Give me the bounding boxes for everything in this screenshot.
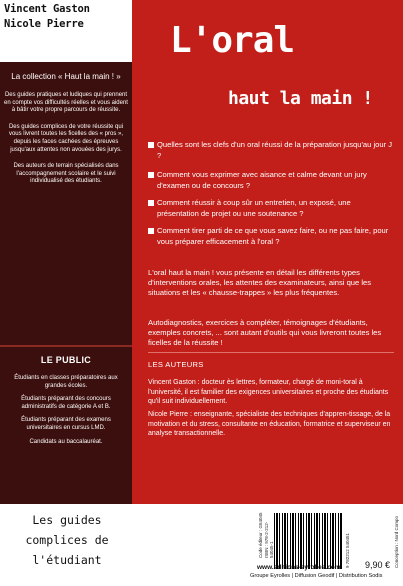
publisher-website[interactable]: www.editions-eyrolles.com: [257, 564, 341, 571]
barcode-icon: [274, 513, 342, 569]
authors-box: [0, 0, 132, 62]
collection-section: [4, 72, 128, 195]
bullet-icon: [148, 228, 154, 234]
author-2: Nicole Pierre: [4, 18, 84, 30]
conception-credit: Conception : Nord Compo: [394, 515, 399, 568]
bullet-icon: [148, 142, 154, 148]
book-title: L'oral: [170, 20, 295, 61]
public-item: Étudiants en classes préparatoires aux grandes écoles.: [14, 375, 118, 389]
collection-title: La collection « Haut la main ! »: [11, 72, 121, 81]
authors-heading: LES AUTEURS: [148, 360, 204, 369]
intro-paragraph: L'oral haut la main ! vous présente en détail les différents types d'interventions orales, les attentes des examinateurs, ainsi que les situations et les « chausse-trappes » les plus fréquentes.: [148, 268, 372, 297]
isbn: ISBN : 978-2-212-54045-1: [264, 521, 274, 558]
public-heading: LE PUBLIC: [40, 355, 92, 365]
distribution-line: Groupe Eyrolles | Diffusion Geodif | Distribution Sodis: [250, 573, 383, 579]
author-bio-2: Nicole Pierre : enseignante, spécialiste des techniques d'appren-tissage, de la motivation et du stress, consultante en éducation, formatrice et superviseur en analyse transactionnelle.: [148, 411, 391, 437]
collection-block-3: Des auteurs de terrain spécialisés dans l'accompagnement scolaire et le suivi individualisé des étudiants.: [13, 163, 119, 185]
question-item: Comment réussir à coup sûr un entretien, un exposé, une présentation de projet ou une soutenance ?: [148, 198, 394, 219]
public-section: [0, 345, 132, 504]
collection-block-2: Des guides complices de votre réussite qui vous livrent toutes les ficelles des « pros », depuis les faces cachées des épreuves jusqu'aux attentes non avouées des jurys.: [8, 123, 124, 153]
series-tagline: Les guides complices de l'étudiant: [25, 513, 109, 567]
price: 9,90 €: [365, 560, 391, 570]
author-bio-1: Vincent Gaston : docteur ès lettres, formateur, chargé de moni-toral à l'université, il est familier des exigences universitaires et proche des étudiants qu'il suit individuellement.: [148, 379, 389, 405]
author-1: Vincent Gaston: [4, 3, 90, 15]
code-editeur: Code éditeur : G54045: [258, 512, 263, 558]
public-item: Candidats au baccalauréat.: [29, 438, 103, 445]
public-item: Étudiants préparant des examens universitaires en cursus LMD.: [21, 417, 111, 431]
question-item: Quelles sont les clefs d'un oral réussi de la préparation jusqu'au jour J ?: [148, 140, 394, 161]
collection-block-1: Des guides pratiques et ludiques qui prennent en compte vos difficultés réelles et vous aident à bâtir votre propre parcours de réussite.: [4, 92, 128, 114]
intro-paragraph-2: Autodiagnostics, exercices à compléter, témoignages d'étudiants, exemples concrets, ... sont autant d'outils qui vous livreront toutes les ficelles de la réussite !: [148, 318, 382, 347]
question-item: Comment vous exprimer avec aisance et calme devant un jury d'examen ou de concours ?: [148, 170, 394, 191]
book-subtitle: haut la main !: [228, 88, 373, 109]
divider: [148, 352, 394, 353]
barcode-number: 9 782212 540451: [345, 532, 350, 568]
question-item: Comment tirer parti de ce que vous savez faire, ou ne pas faire, pour vous préparer efficacement à l'oral ?: [148, 226, 394, 247]
public-item: Étudiants préparant des concours administratifs de catégorie A et B.: [21, 396, 111, 410]
bullet-icon: [148, 172, 154, 178]
bullet-icon: [148, 200, 154, 206]
